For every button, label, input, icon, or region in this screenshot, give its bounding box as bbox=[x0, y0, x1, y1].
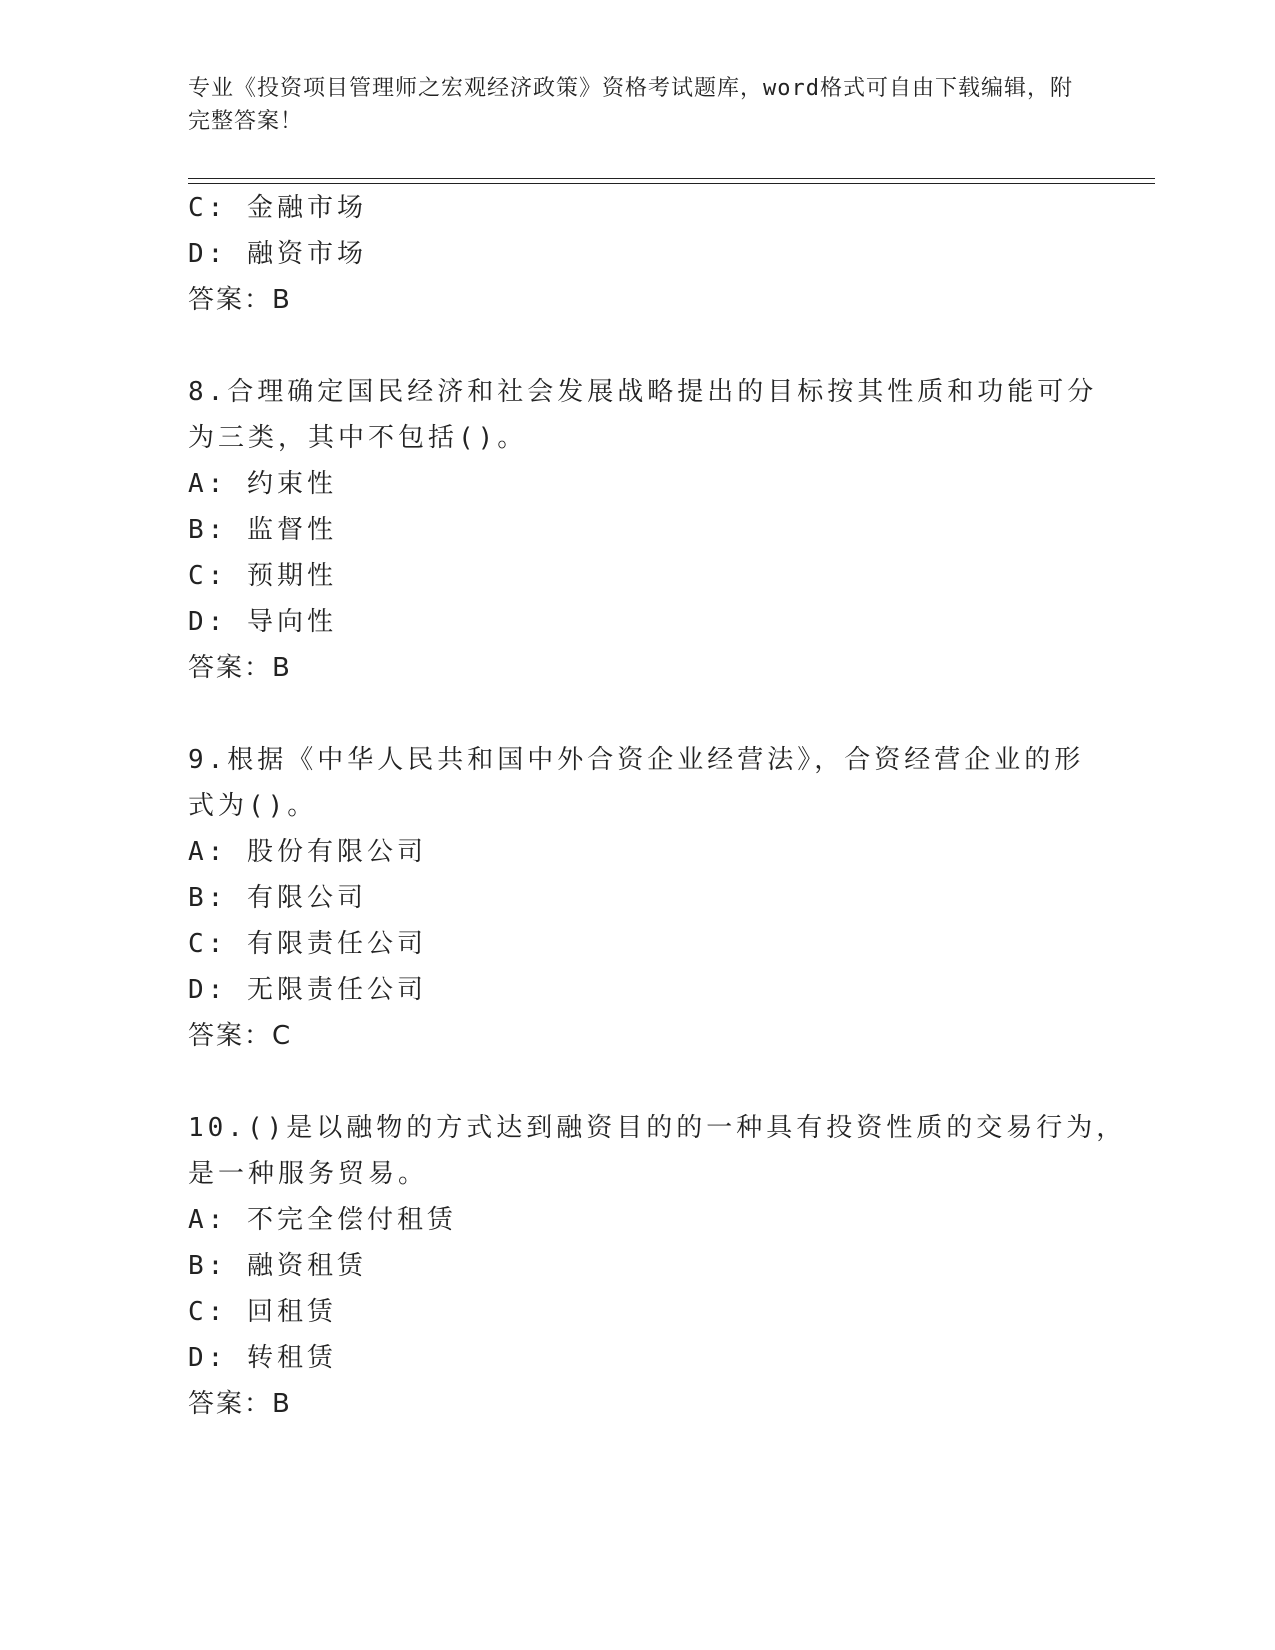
option-b: B: 融资租赁 bbox=[188, 1251, 367, 1281]
question-stem: 10.()是以融物的方式达到融资目的的一种具有投资性质的交易行为， bbox=[188, 1113, 1127, 1143]
header-rule-bottom bbox=[188, 183, 1155, 184]
option-a: A: 股份有限公司 bbox=[188, 837, 427, 867]
answer: 答案：C bbox=[188, 1021, 293, 1051]
option-d: D: 无限责任公司 bbox=[188, 975, 427, 1005]
option-b: B: 有限公司 bbox=[188, 883, 367, 913]
option-d: D: 融资市场 bbox=[188, 239, 367, 269]
option-d: D: 导向性 bbox=[188, 607, 337, 637]
question-stem: 9.根据《中华人民共和国中外合资企业经营法》，合资经营企业的形 bbox=[188, 745, 1085, 775]
document-header: 专业《投资项目管理师之宏观经济政策》资格考试题库，word格式可自由下载编辑，附完整答案！ bbox=[188, 76, 1073, 134]
option-b: B: 监督性 bbox=[188, 515, 337, 545]
option-a: A: 约束性 bbox=[188, 469, 337, 499]
answer: 答案：B bbox=[188, 653, 292, 683]
answer: 答案：B bbox=[188, 1389, 292, 1419]
header-rule-top bbox=[188, 178, 1155, 179]
option-c: C: 有限责任公司 bbox=[188, 929, 427, 959]
answer: 答案：B bbox=[188, 285, 292, 315]
option-c: C: 预期性 bbox=[188, 561, 337, 591]
option-c: C: 回租赁 bbox=[188, 1297, 337, 1327]
question-stem-cont: 是一种服务贸易。 bbox=[188, 1159, 429, 1189]
option-a: A: 不完全偿付租赁 bbox=[188, 1205, 457, 1235]
option-c: C: 金融市场 bbox=[188, 193, 367, 223]
option-d: D: 转租赁 bbox=[188, 1343, 337, 1373]
question-stem-cont: 为三类，其中不包括()。 bbox=[188, 423, 528, 453]
question-stem: 8.合理确定国民经济和社会发展战略提出的目标按其性质和功能可分 bbox=[188, 377, 1098, 407]
question-stem-cont: 式为()。 bbox=[188, 791, 318, 821]
